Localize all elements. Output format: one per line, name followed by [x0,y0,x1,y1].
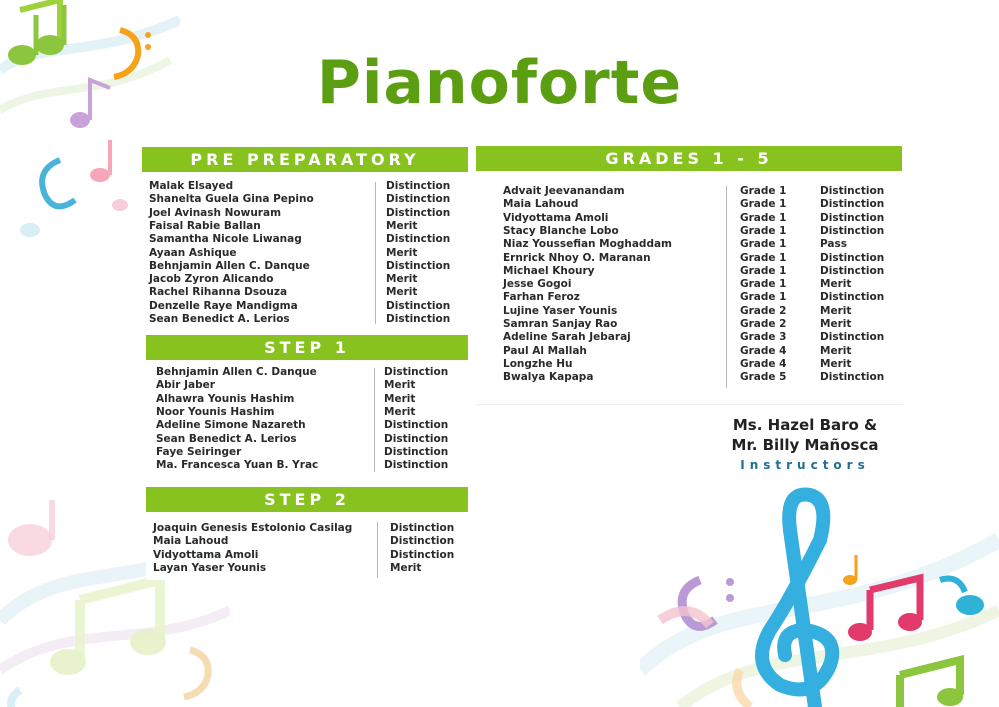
list-item [142,193,468,206]
grade-label: Grade 2 [740,304,787,317]
section-heading-grades-1-5: GRADES 1 - 5 [476,146,902,171]
result-label: Distinction [820,371,885,384]
grade-label: Grade 1 [740,198,787,211]
list-item [146,535,468,548]
grade-label: Grade 3 [740,331,787,344]
list-item [142,207,468,220]
student-name: Layan Yaser Younis [153,561,267,574]
list-item [142,220,468,233]
result-label: Distinction [386,313,451,325]
student-name: Ayaan Ashique [149,246,237,259]
student-name: Rachel Rihanna Dsouza [149,286,288,299]
pre-preparatory-list [142,176,468,329]
list-item [476,318,902,331]
student-name: Advait Jeevanandam [503,185,625,197]
result-label: Distinction [390,522,455,534]
student-name: Michael Khoury [503,264,595,277]
section-heading-pre-preparatory: PRE PREPARATORY [142,147,468,172]
result-label: Distinction [820,198,885,211]
student-name: Jacob Zyron Alicando [149,273,274,286]
student-name: Farhan Feroz [503,291,580,304]
list-item [146,379,468,392]
grade-label: Grade 2 [740,318,787,330]
student-name: Ma. Francesca Yuan B. Yrac [156,459,319,472]
list-item [142,313,468,326]
list-item [142,273,468,286]
student-name: Noor Younis Hashim [156,405,275,418]
result-label: Distinction [390,535,455,548]
student-name: Vidyottama Amoli [503,211,609,224]
list-item [146,562,468,575]
list-item [476,265,902,278]
student-name: Maia Lahoud [153,535,229,548]
grades-list [476,176,902,405]
list-item [146,446,468,459]
list-item [476,252,902,265]
list-item [142,233,468,246]
list-item [142,260,468,273]
result-label: Distinction [386,299,451,312]
grade-label: Grade 1 [740,251,787,264]
result-label: Distinction [820,264,885,277]
list-item [142,247,468,260]
list-item [476,278,902,291]
list-item [142,180,468,193]
list-item [476,238,902,251]
page-title: Pianoforte [316,48,683,118]
result-label: Distinction [384,445,449,458]
student-name: Bwalya Kapapa [503,371,594,384]
student-name: Niaz Youssefian Moghaddam [503,238,672,251]
list-item [146,459,468,472]
student-name: Paul Al Mallah [503,344,587,357]
result-label: Merit [820,278,852,291]
student-name: Samran Sanjay Rao [503,318,618,330]
step-2-list [146,516,468,580]
grade-label: Grade 1 [740,278,787,291]
result-label: Merit [384,379,416,392]
list-item [476,225,902,238]
step-1-list [146,364,468,476]
list-item [476,358,902,371]
result-label: Distinction [820,211,885,224]
student-name: Sean Benedict A. Lerios [156,432,297,445]
student-name: Sean Benedict A. Lerios [149,313,290,325]
list-item [476,291,902,304]
student-name: Alhawra Younis Hashim [156,392,295,405]
result-label: Distinction [820,251,885,264]
result-label: Distinction [386,259,451,272]
list-item [476,345,902,358]
student-name: Joaquin Genesis Estolonio Casilag [153,522,353,534]
student-name: Joel Avinash Nowuram [149,206,282,219]
result-label: Distinction [386,180,451,192]
grade-label: Grade 4 [740,357,787,370]
grade-label: Grade 1 [740,264,787,277]
result-label: Distinction [820,185,885,197]
student-name: Behnjamin Allen C. Danque [156,366,317,378]
result-label: Distinction [386,233,451,246]
section-heading-step-2: STEP 2 [146,487,468,512]
result-label: Merit [384,405,416,418]
result-label: Merit [820,344,852,357]
student-name: Behnjamin Allen C. Danque [149,259,310,272]
result-label: Merit [820,318,852,330]
student-name: Abir Jaber [156,379,215,392]
result-label: Merit [386,219,418,232]
list-item [476,305,902,318]
student-name: Adeline Sarah Jebaraj [503,331,631,344]
music-notes-bottom-right-decoration [640,470,999,707]
student-name: Malak Elsayed [149,180,234,192]
result-label: Merit [386,246,418,259]
student-name: Stacy Blanche Lobo [503,224,619,237]
result-label: Distinction [384,459,449,472]
result-label: Merit [386,286,418,299]
result-label: Distinction [820,331,885,344]
result-label: Merit [384,392,416,405]
result-label: Distinction [390,548,455,561]
result-label: Distinction [386,193,451,206]
student-name: Lujine Yaser Younis [503,304,618,317]
list-item [476,212,902,225]
result-label: Merit [820,304,852,317]
list-item [476,331,902,344]
grade-label: Grade 1 [740,185,787,197]
instructor-name-1: Ms. Hazel Baro & [732,416,878,434]
grade-label: Grade 4 [740,344,787,357]
result-label: Distinction [384,432,449,445]
instructor-name-2: Mr. Billy Mañosca [731,436,879,454]
list-item [476,198,902,211]
student-name: Ernrick Nhoy O. Maranan [503,251,651,264]
list-item [146,393,468,406]
list-item [146,433,468,446]
section-heading-step-1: STEP 1 [146,335,468,360]
grade-label: Grade 5 [740,371,787,384]
grade-label: Grade 1 [740,291,787,304]
list-item [146,366,468,379]
result-label: Merit [390,561,422,574]
student-name: Vidyottama Amoli [153,548,259,561]
student-name: Samantha Nicole Liwanag [149,233,302,246]
student-name: Shanelta Guela Gina Pepino [149,193,314,206]
student-name: Maia Lahoud [503,198,579,211]
student-name: Denzelle Raye Mandigma [149,299,298,312]
list-item [146,522,468,535]
list-item [146,406,468,419]
list-item [146,549,468,562]
list-item [476,185,902,198]
grade-label: Grade 1 [740,238,787,251]
result-label: Distinction [384,366,449,378]
grade-label: Grade 1 [740,211,787,224]
student-name: Longzhe Hu [503,357,573,370]
result-label: Merit [386,273,418,286]
grade-label: Grade 1 [740,224,787,237]
list-item [476,371,902,384]
student-name: Faisal Rabie Ballan [149,219,261,232]
instructors-label: Instructors [740,458,870,472]
result-label: Distinction [820,291,885,304]
result-label: Merit [820,357,852,370]
student-name: Adeline Simone Nazareth [156,419,306,432]
result-label: Distinction [386,206,451,219]
instructors-block [715,415,895,472]
result-label: Distinction [820,224,885,237]
student-name: Jesse Gogoi [503,278,572,291]
student-name: Faye Seiringer [156,445,242,458]
list-item [146,419,468,432]
list-item [142,300,468,313]
list-item [142,286,468,299]
result-label: Pass [820,238,847,251]
result-label: Distinction [384,419,449,432]
